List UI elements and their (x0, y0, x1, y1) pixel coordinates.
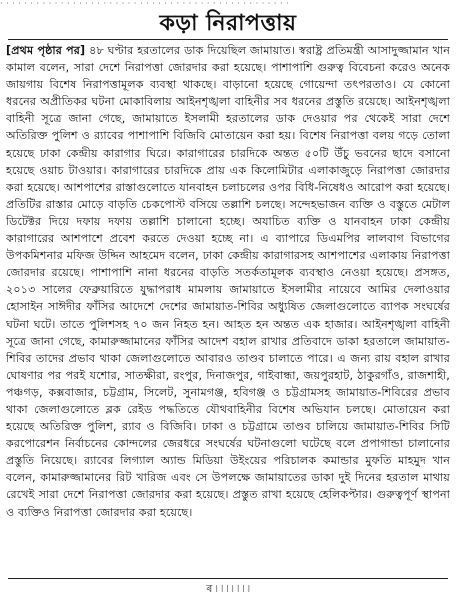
footer-divider (8, 578, 448, 579)
previous-article-strip: · · · · · · · · · · · · · · · · · · · · · · · · · · · · · · · · · · · · · · · · · · · · · · · · (0, 0, 290, 8)
continuation-label: [প্রথম পৃষ্ঠার পর] (6, 44, 86, 57)
next-article-strip: ৰ ৷ ৷ ৷ ৷ ৷ ৷ ৷ (206, 582, 250, 595)
headline-divider (8, 39, 448, 40)
headline: কড়া নিরাপত্তায় (159, 11, 297, 36)
article-body (6, 42, 450, 574)
article-text: ৪৮ ঘণ্টার হরতালের ডাক দিয়েছিল জামায়াত। স্বরাষ্ট্র প্রতিমন্ত্রী আসাদুজ্জামান খান কামাল বলেন, সারা দেশে নিরাপত্তা জোরদার করা হয়েছে। পাশাপাশি গুরুত্ব বিবেচনা করেও অনেক জায়গায় বিশেষ নিরাপত্তামূলক ব্যবস্থা থাকছে। বাড়ানো হয়েছে গোয়েন্দা তৎপরতাও। যে কোনো ধরনের অপ্রীতিকর ঘটনা মোকাবিলায় আইনশৃঙ্খলা বাহিনীর সব ধরনের প্রস্তুতি রয়েছে। আইনশৃঙ্খলা বাহিনী সূত্রে জানা গেছে, জামায়াতে ইসলামী হরতালের ডাক দেওয়ার পর থেকেই সারা দেশে অতিরিক্ত পুলিশ ও র‌্যাবের পাশাপাশি বিজিবি মোতায়েন করা হয়। বিশেষ নিরাপত্তা বলয় গড়ে তোলা হয়েছে ঢাকা কেন্দ্রীয় কারাগার ঘিরে। কারাগারের চারদিকে অন্তত ৫০টি উঁচু ভবনের ছাদে বসানো হয়েছে ওয়াচ টাওয়ার। কারাগারের চারদিকে প্রায় এক কিলোমিটার এলাকাজুড়ে নিরাপত্তা জোরদার করা হয়েছে। আশপাশের রাস্তাগুলোতে যানবাহন চলাচলের ওপর বিধি-নিষেধও আরোপ করা হয়েছে। প্রতিটির রাস্তার মোড়ে বাড়তি চেকপোস্ট বসিয়ে তল্লাশি চলছে। সন্দেহভাজন ব্যক্তি ও বস্তুতে মেটাল ডিটেক্টর দিয়ে দফায় দফায় তল্লাশি চালানো হচ্ছে। অযাচিত ব্যক্তি ও যানবাহন ঢাকা কেন্দ্রীয় কারাগারের আশপাশে প্রবেশ করতে দেওয়া হচ্ছে না। এ ব্যাপারে ডিএমপির লালবাগ বিভাগের উপকমিশনার মফিজ উদ্দিন আহমেদ বলেন, ঢাকা কেন্দ্রীয় কারাগারসহ আশপাশের এলাকায় নিরাপত্তা জোরদার রয়েছে। পাশাপাশি নানা ধরনের বাড়তি সতর্কতামূলক ব্যবস্থাও নেওয়া হয়েছে। প্রসঙ্গত, ২০১৩ সালের ফেব্রুয়ারিতে যুদ্ধাপরাধ মামলায় জামায়াতে ইসলামীর নায়েবে আমির দেলাওয়ার হোসাইন সাঈদীর ফাঁসির আদেশে দেশের জামায়াত-শিবির অধ্যুষিত জেলাগুলোতে ব্যাপক সংঘর্ষের ঘটনা ঘটে। তাতে পুলিশসহ ৭০ জন নিহত হন। আহত হন অন্তত এক হাজার। আইনশৃঙ্খলা বাহিনী সূত্রে জানা গেছে, কামারুজ্জামানের ফাঁসির আদেশ বহাল রাখার প্রতিবাদে ডাকা হরতালে জামায়াত-শিবির তাদের প্রভাব থাকা জেলাগুলোতে আবারও তাণ্ডব চালাতে পারে। এ জন্য রায় বহাল রাখার ঘোষণার পর পরই যশোর, সাতক্ষীরা, রংপুর, দিনাজপুর, গাইবান্ধা, জয়পুরহাট, ঠাকুরগাঁও, রাজশাহী, পঞ্চগড়, কক্সবাজার, চট্টগ্রাম, সিলেট, সুনামগঞ্জ, হবিগঞ্জ ও চট্টগ্রামসহ জামায়াত-শিবিরের প্রভাব থাকা জেলাগুলোতে ব্লক রেইড পদ্ধতিতে যৌথবাহিনীর বিশেষ অভিযান চলছে। মোতায়েন করা হয়েছে অতিরিক্ত পুলিশ, র‌্যাব ও বিজিবি। ঢাকা ও চট্টগ্রামে তাণ্ডব চালিয়ে জামায়াত-শিবির সিটি করপোরেশন নির্বাচনের কোন্দলের জেরধরে সংঘর্ষের ঘটনাগুলো ঘটেছে বলে প্রপাগান্ডা চালানোর প্রস্তুতি নিয়েছে। র‌্যাবের লিগ্যাল অ্যান্ড মিডিয়া উইংয়ের পরিচালক কমান্ডার মুফতি মাহমুদ খান বলেন, কামারুজ্জামানের রিট খারিজ এবং সে উপলক্ষে জামায়াতের ডাকা দুই দিনের হরতাল মাথায় রেখেই সারা দেশে নিরাপত্তা জোরদার করা হয়েছে। প্রস্তুত রাখা হয়েছে হেলিকপ্টার। গুরুত্বপূর্ণ স্থাপনা ও ব্যক্তিও নিরাপত্তা জোরদার করা হয়েছে। (6, 44, 450, 519)
